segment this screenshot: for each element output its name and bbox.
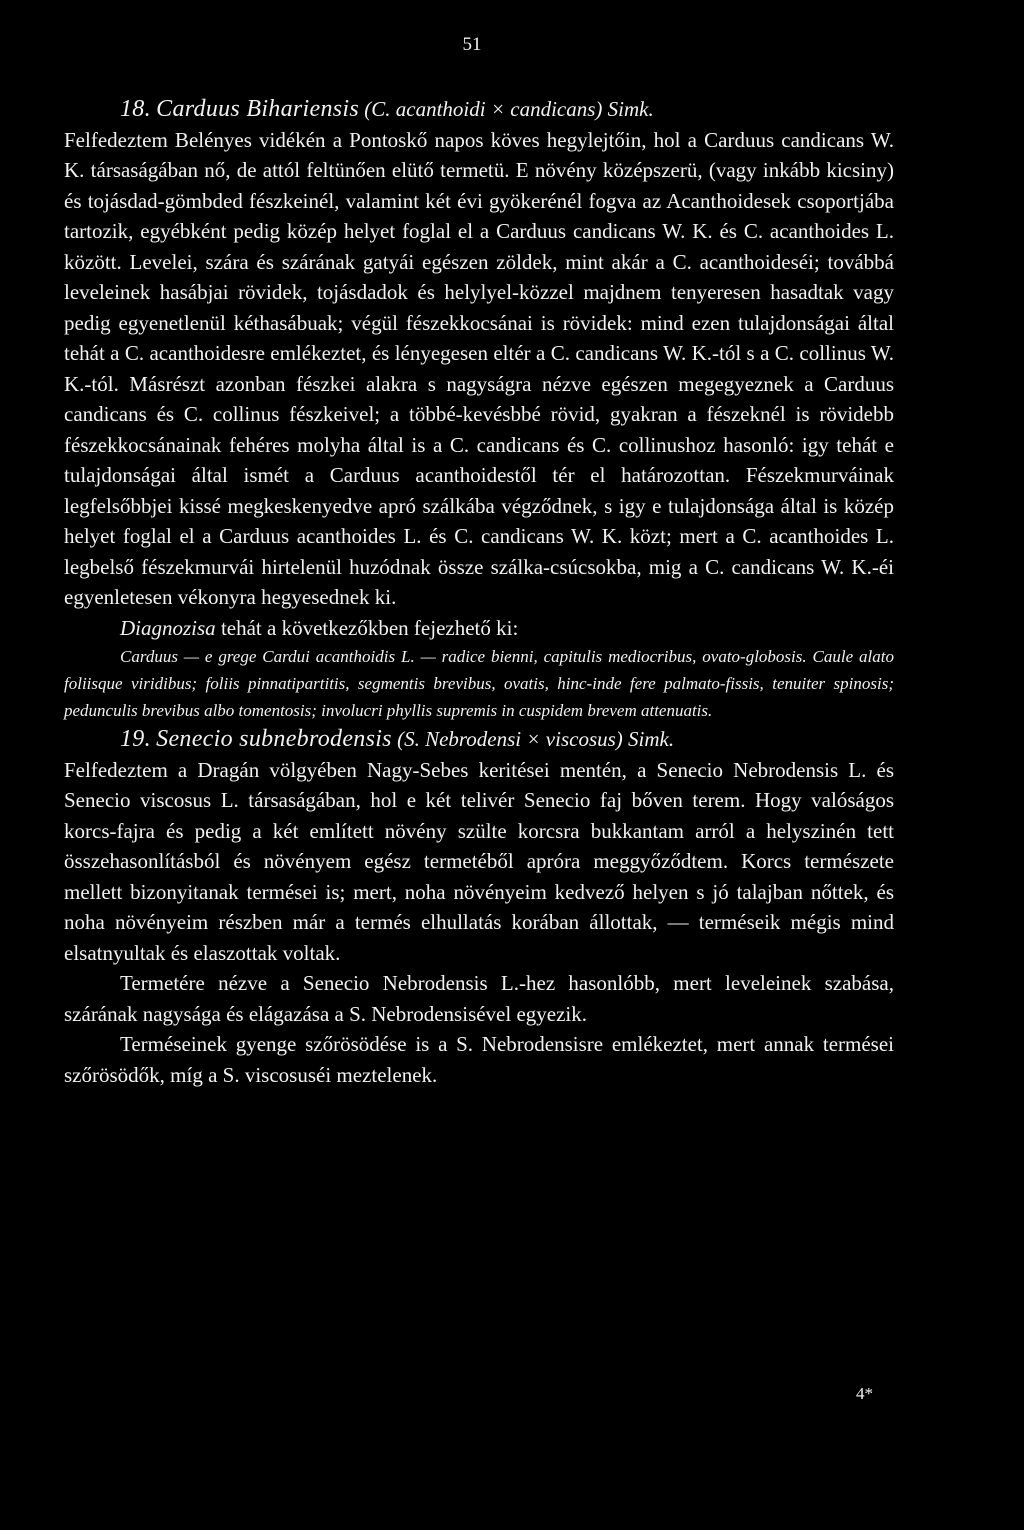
section-19-heading bbox=[64, 724, 894, 755]
section-19-paragraph-1: Felfedeztem a Dragán völgyében Nagy-Sebes keritései mentén, a Senecio Nebrodensis L. és Senecio viscosus L. társaságában, hol e két telivér Senecio faj bőven terem. Hogy valóságos korcs-fajra és pedig a két említett növény szülte korcsra bukkantam arról a helyszinén tett összehasonlításból és növényem egész termetéből apróra meggyőződtem. Korcs természete mellett bizonyitanak termései is; mert, noha növényeim kedvező helyen s jó talajban nőttek, és noha növényeim részben már a termés elhullatás korában állottak, — terméseik mégis mind elsatnyultak és elaszottak voltak. bbox=[64, 757, 894, 965]
section-19-paragraph-3: Terméseinek gyenge szőrösödése is a S. Nebrodensisre emlékeztet, mert annak termései szőrösödők, míg a S. viscosuséi meztelenek. bbox=[64, 1032, 894, 1087]
section-19-species-name: Senecio subnebrodensis bbox=[156, 726, 392, 752]
section-18-number: 18. bbox=[120, 96, 151, 122]
section-18-heading bbox=[64, 94, 894, 125]
latin-diagnosis: Carduus — e grege Cardui acanthoidis L. — radice bienni, capitulis mediocribus, ovato-globosis. Caule alato foliisque viridibus; foliis pinnatipartitis, segmentis brevibus, ovatis, hinc-inde fere palmato-fissis, tenuiter spinosis; pedunculis brevibus albo tomentosis; involucri phyllis supremis in cuspidem brevem attenuatis. bbox=[64, 647, 894, 720]
diagnosis-intro-text: tehát a következőkben fejezhető ki: bbox=[215, 615, 519, 640]
section-19-parentage: (S. Nebrodensi × viscosus) Simk. bbox=[397, 727, 675, 751]
section-19-paragraph-2: Termetére nézve a Senecio Nebrodensis L.-hez hasonlóbb, mert leveleinek szabása, szárának nagysága és elágazása a S. Nebrodensisével egyezik. bbox=[64, 971, 894, 1026]
page-body bbox=[64, 94, 894, 1090]
diagnosis-label: Diagnozisa bbox=[120, 615, 216, 640]
section-18-species-name: Carduus Bihariensis bbox=[156, 96, 359, 122]
page-number: 51 bbox=[462, 34, 482, 55]
section-18-paragraph: Felfedeztem Belényes vidékén a Pontoskő napos köves hegylejtőin, hol a Carduus candicans W. K. társaságában nő, de attól feltünően elütő termetü. E növény középszerü, (vagy inkább kicsiny) és tojásdad-gömbded fészkeinél, valamint két évi gyökerénél fogva az Acanthoidesek csoportjába tartozik, egyébként pedig közép helyet foglal el a Carduus candicans W. K. és C. acanthoides L. között. Levelei, szára és szárának gatyái egészen zöldek, mint akár a C. acanthoideséi; továbbá leveleinek hasábjai rövidek, tojásdadok és helylyel-közzel majdnem tenyeresen hasadtak vagy pedig egyenetlenül kéthasábuak; végül fészekkocsánai is rövidek: mind ezen tulajdonságai által tehát a C. acanthoidesre emlékeztet, és lényegesen eltér a C. candicans W. K.-tól s a C. collinus W. K.-tól. Másrészt azonban fészkei alakra s nagyságra nézve egészen megegyeznek a Carduus candicans és C. collinus fészkeivel; a többé-kevésbbé rövid, gyakran a fészeknél is rövidebb fészekkocsánainak fehéres molyha által is a C. candicans és C. collinushoz hasonló: igy tehát e tulajdonságai által ismét a Carduus acanthoidestől tér el határozottan. Fészekmurváinak legfelsőbbjei kissé megkeskenyedve apró szálkába végződnek, s igy e tulajdonsága által is közép helyet foglal el a Carduus acanthoides L. és C. candicans W. K. közt; mert a C. acanthoides L. legbelső fészekmurvái hirtelenül huzódnak össze szálka-csúcsokba, mig a C. candicans W. K.-éi egyenletesen vékonyra hegyesednek ki. bbox=[64, 127, 894, 609]
section-19-number: 19. bbox=[120, 726, 151, 752]
section-18-parentage: (C. acanthoidi × candicans) Simk. bbox=[364, 97, 654, 121]
diagnosis-intro bbox=[64, 613, 894, 644]
page-signature: 4* bbox=[856, 1384, 873, 1403]
